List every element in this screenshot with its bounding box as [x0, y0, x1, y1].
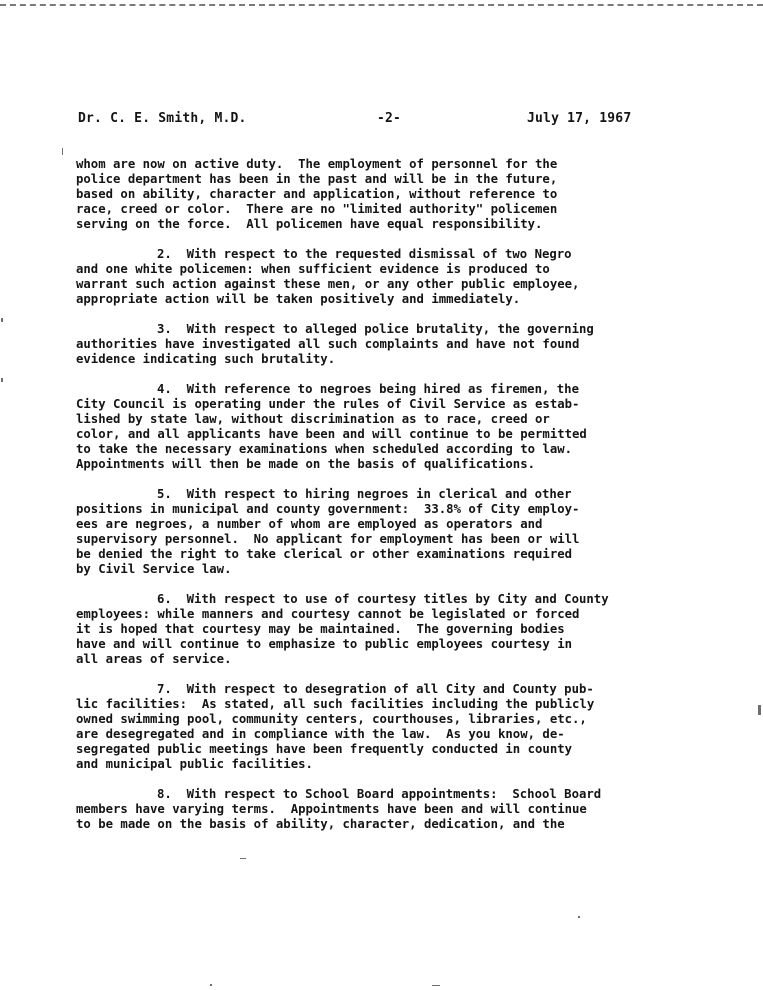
- paragraph-3-brutality: [76, 322, 708, 367]
- text-line: supervisory personnel. No applicant for employment has been or will: [76, 532, 580, 546]
- paragraph-6-courtesy: [76, 592, 708, 667]
- scan-speck: [240, 858, 246, 859]
- text-line: based on ability, character and application, without reference to: [76, 187, 558, 201]
- scan-speck: [578, 916, 580, 918]
- text-line: race, creed or color. There are no "limited authority" policemen: [76, 202, 558, 216]
- text-line: members have varying terms. Appointments have been and will continue: [76, 802, 587, 816]
- scan-speck: [432, 985, 440, 986]
- text-line: Appointments will then be made on the basis of qualifications.: [76, 457, 536, 471]
- text-line: positions in municipal and county government: 33.8% of City employ-: [76, 502, 580, 516]
- text-line: be denied the right to take clerical or other examinations required: [76, 547, 573, 561]
- text-line: by Civil Service law.: [76, 562, 232, 576]
- text-line: 3. With respect to alleged police brutality, the governing: [157, 322, 594, 336]
- text-line: authorities have investigated all such complaints and have not found: [76, 337, 580, 351]
- scan-speck: [758, 705, 761, 715]
- letter-date: July 17, 1967: [527, 111, 632, 126]
- text-line: 7. With respect to desegration of all City and County pub-: [157, 682, 594, 696]
- text-line: appropriate action will be taken positively and immediately.: [76, 292, 521, 306]
- text-line: serving on the force. All policemen have equal responsibility.: [76, 217, 543, 231]
- text-line: all areas of service.: [76, 652, 232, 666]
- scan-speck: [1, 378, 3, 382]
- text-line: warrant such action against these men, or any other public employee,: [76, 277, 580, 291]
- text-line: 6. With respect to use of courtesy titles by City and County: [157, 592, 609, 606]
- text-line: and one white policemen: when sufficient evidence is produced to: [76, 262, 550, 276]
- paragraph-2-dismissal: [76, 247, 708, 307]
- text-line: ees are negroes, a number of whom are employed as operators and: [76, 517, 543, 531]
- paragraph-4-firemen: [76, 382, 708, 472]
- letter-body: [76, 157, 708, 847]
- text-line: 4. With reference to negroes being hired as firemen, the: [157, 382, 579, 396]
- page-number: -2-: [377, 111, 402, 126]
- paragraph-continuation: [76, 157, 708, 232]
- text-line: color, and all applicants have been and will continue to be permitted: [76, 427, 587, 441]
- text-line: are desegregated and in compliance with the law. As you know, de-: [76, 727, 565, 741]
- paragraph-5-clerical: [76, 487, 708, 577]
- scan-speck: [210, 984, 212, 986]
- text-line: 5. With respect to hiring negroes in clerical and other: [157, 487, 572, 501]
- text-line: City Council is operating under the rules of Civil Service as estab-: [76, 397, 580, 411]
- paragraph-8-school-board: [76, 787, 708, 832]
- text-line: employees: while manners and courtesy cannot be legislated or forced: [76, 607, 580, 621]
- text-line: to take the necessary examinations when scheduled according to law.: [76, 442, 573, 456]
- text-line: 2. With respect to the requested dismissal of two Negro: [157, 247, 572, 261]
- text-line: lished by state law, without discrimination as to race, creed or: [76, 412, 550, 426]
- recipient-name: Dr. C. E. Smith, M.D.: [78, 111, 247, 126]
- text-line: lic facilities: As stated, all such facilities including the publicly: [76, 697, 595, 711]
- text-line: it is hoped that courtesy may be maintained. The governing bodies: [76, 622, 565, 636]
- text-line: whom are now on active duty. The employment of personnel for the: [76, 157, 558, 171]
- text-line: evidence indicating such brutality.: [76, 352, 336, 366]
- paragraph-7-desegregation: [76, 682, 708, 772]
- text-line: 8. With respect to School Board appointments: School Board: [157, 787, 602, 801]
- text-line: segregated public meetings have been frequently conducted in county: [76, 742, 573, 756]
- text-line: have and will continue to emphasize to public employees courtesy in: [76, 637, 573, 651]
- text-line: owned swimming pool, community centers, courthouses, libraries, etc.,: [76, 712, 587, 726]
- text-line: police department has been in the past and will be in the future,: [76, 172, 558, 186]
- top-edge-rule: [0, 4, 763, 6]
- letter-header: [78, 111, 648, 131]
- text-line: and municipal public facilities.: [76, 757, 313, 771]
- text-line: to be made on the basis of ability, character, dedication, and the: [76, 817, 565, 831]
- scan-speck: [62, 148, 63, 155]
- scan-speck: [1, 318, 3, 322]
